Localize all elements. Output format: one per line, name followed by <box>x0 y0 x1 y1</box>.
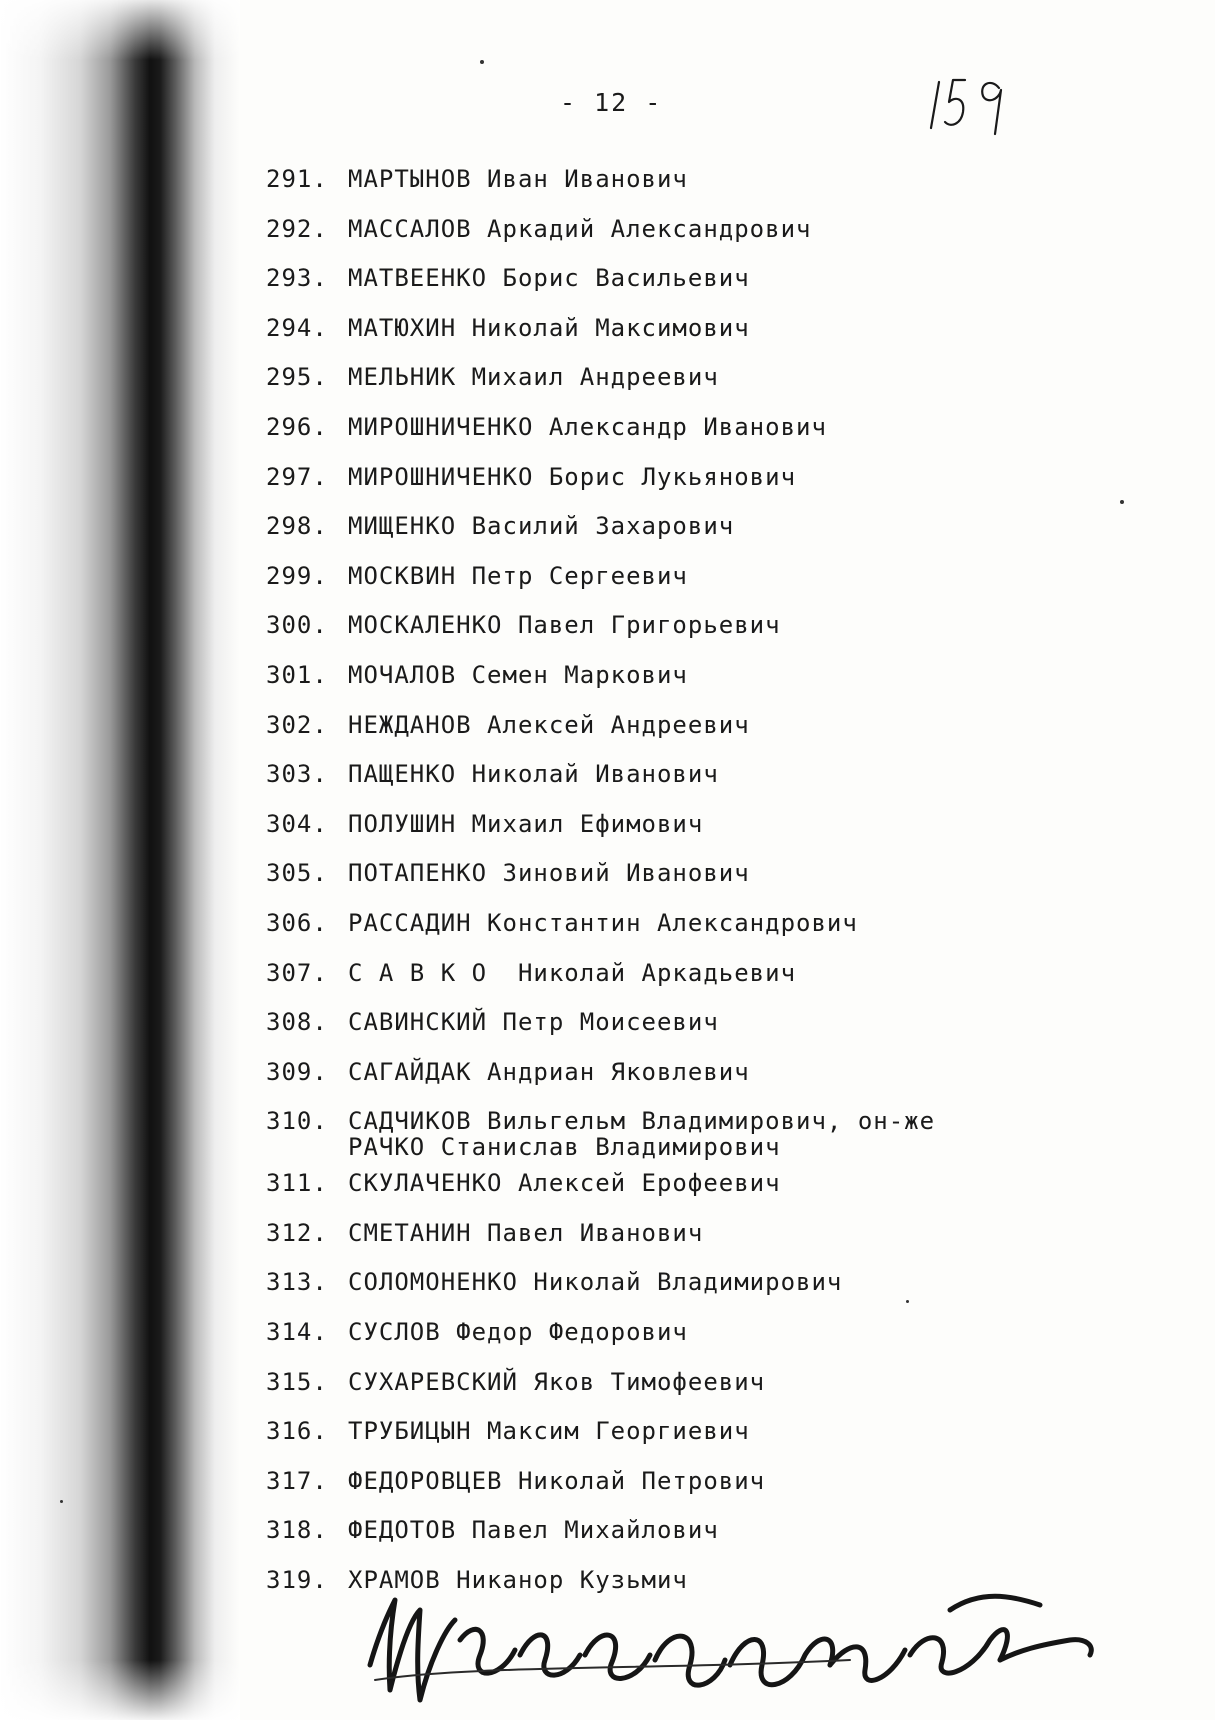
entry-number: 304. <box>266 809 328 838</box>
entry-name: МИЩЕНКО Василий Захарович <box>348 512 735 541</box>
entry-number: 297. <box>266 462 328 491</box>
list-item <box>266 612 1186 662</box>
entry-name: МОСКВИН Петр Сергеевич <box>348 561 688 590</box>
entry-number: 306. <box>266 908 328 937</box>
entry-name: МИРОШНИЧЕНКО Александр Иванович <box>348 412 827 441</box>
entry-number: 314. <box>266 1318 328 1347</box>
list-item <box>266 712 1186 762</box>
photocopy-speck <box>906 1300 909 1303</box>
list-item <box>266 761 1186 811</box>
binding-shadow-fade-top <box>0 0 240 60</box>
list-item <box>266 910 1186 960</box>
entry-name: ФЕДОТОВ Павел Михайлович <box>348 1516 719 1545</box>
entry-number: 298. <box>266 512 328 541</box>
entry-name: ПОЛУШИН Михаил Ефимович <box>348 809 704 838</box>
entry-number: 292. <box>266 214 328 243</box>
entry-number: 295. <box>266 363 328 392</box>
list-item <box>266 1269 1186 1319</box>
entry-name: МОСКАЛЕНКО Павел Григорьевич <box>348 611 781 640</box>
entry-number: 316. <box>266 1417 328 1446</box>
list-item <box>266 315 1186 365</box>
list-item <box>266 1009 1186 1059</box>
entry-name: МАССАЛОВ Аркадий Александрович <box>348 214 812 243</box>
list-item <box>266 1170 1186 1220</box>
list-item <box>266 513 1186 563</box>
entry-number: 307. <box>266 958 328 987</box>
entry-name: МЕЛЬНИК Михаил Андреевич <box>348 363 719 392</box>
entry-name: НЕЖДАНОВ Алексей Андреевич <box>348 710 750 739</box>
entry-name: ПОТАПЕНКО Зиновий Иванович <box>348 859 750 888</box>
entry-number: 293. <box>266 264 328 293</box>
entry-number: 301. <box>266 660 328 689</box>
list-item <box>266 1468 1186 1518</box>
entry-name: С А В К О Николай Аркадьевич <box>348 958 797 987</box>
entry-name: ПАЩЕНКО Николай Иванович <box>348 760 719 789</box>
entry-number: 305. <box>266 859 328 888</box>
list-item <box>266 216 1186 266</box>
entry-number: 294. <box>266 313 328 342</box>
list-item <box>266 1369 1186 1419</box>
binding-shadow <box>0 0 240 1720</box>
list-item <box>266 464 1186 514</box>
list-item <box>266 414 1186 464</box>
entry-name: СУСЛОВ Федор Федорович <box>348 1318 688 1347</box>
entry-number: 291. <box>266 165 328 193</box>
page-number: - 12 - <box>560 88 663 117</box>
entry-name: МИРОШНИЧЕНКО Борис Лукьянович <box>348 462 797 491</box>
entry-number: 296. <box>266 412 328 441</box>
photocopy-speck <box>60 1500 63 1503</box>
list-item <box>266 1517 1186 1567</box>
entry-name: САГАЙДАК Андриан Яковлевич <box>348 1057 750 1086</box>
list-item <box>266 563 1186 613</box>
list-item <box>266 1418 1186 1468</box>
list-item <box>266 860 1186 910</box>
list-item <box>266 166 1186 216</box>
entry-number: 308. <box>266 1008 328 1037</box>
entry-number: 299. <box>266 561 328 590</box>
entry-name: ФЕДОРОВЦЕВ Николай Петрович <box>348 1466 766 1495</box>
list-item <box>266 1108 1186 1170</box>
handwritten-folio-number <box>925 70 1015 140</box>
handwritten-signature <box>350 1570 1110 1720</box>
entry-name-line-1: САДЧИКОВ Вильгельм Владимирович, он-же <box>348 1107 936 1136</box>
entry-number: 315. <box>266 1367 328 1396</box>
entry-name: МАРТЫНОВ Иван Иванович <box>348 165 688 193</box>
binding-shadow-fade-bottom <box>0 1660 240 1720</box>
list-item <box>266 1059 1186 1109</box>
entry-number: 319. <box>266 1566 328 1595</box>
names-list <box>266 166 1186 1617</box>
entry-name-line-2: РАЧКО Станислав Владимирович <box>348 1133 781 1162</box>
entry-number: 312. <box>266 1218 328 1247</box>
photocopy-speck <box>1120 500 1124 504</box>
entry-name: ХРАМОВ Никанор Кузьмич <box>348 1566 688 1595</box>
entry-name: МОЧАЛОВ Семен Маркович <box>348 660 688 689</box>
entry-name: ТРУБИЦЫН Максим Георгиевич <box>348 1417 750 1446</box>
entry-number: 310. <box>266 1107 328 1136</box>
list-item <box>266 1220 1186 1270</box>
entry-number: 317. <box>266 1466 328 1495</box>
entry-number: 300. <box>266 611 328 640</box>
entry-number: 311. <box>266 1169 328 1198</box>
list-item <box>266 364 1186 414</box>
list-item <box>266 811 1186 861</box>
list-item <box>266 265 1186 315</box>
entry-number: 318. <box>266 1516 328 1545</box>
list-item <box>266 960 1186 1010</box>
entry-number: 302. <box>266 710 328 739</box>
entry-name: СОЛОМОНЕНКО Николай Владимирович <box>348 1268 843 1297</box>
entry-name: МАТВЕЕНКО Борис Васильевич <box>348 264 750 293</box>
list-item <box>266 1319 1186 1369</box>
list-item <box>266 662 1186 712</box>
entry-name: СКУЛАЧЕНКО Алексей Ерофеевич <box>348 1169 781 1198</box>
entry-name: РАССАДИН Константин Александрович <box>348 908 858 937</box>
entry-name: СУХАРЕВСКИЙ Яков Тимофеевич <box>348 1367 766 1396</box>
entry-name: СМЕТАНИН Павел Иванович <box>348 1218 704 1247</box>
entry-name: САВИНСКИЙ Петр Моисеевич <box>348 1008 719 1037</box>
entry-number: 303. <box>266 760 328 789</box>
entry-name <box>348 1108 935 1160</box>
entry-number: 309. <box>266 1057 328 1086</box>
entry-name: МАТЮХИН Николай Максимович <box>348 313 750 342</box>
entry-number: 313. <box>266 1268 328 1297</box>
photocopy-speck <box>480 60 484 64</box>
